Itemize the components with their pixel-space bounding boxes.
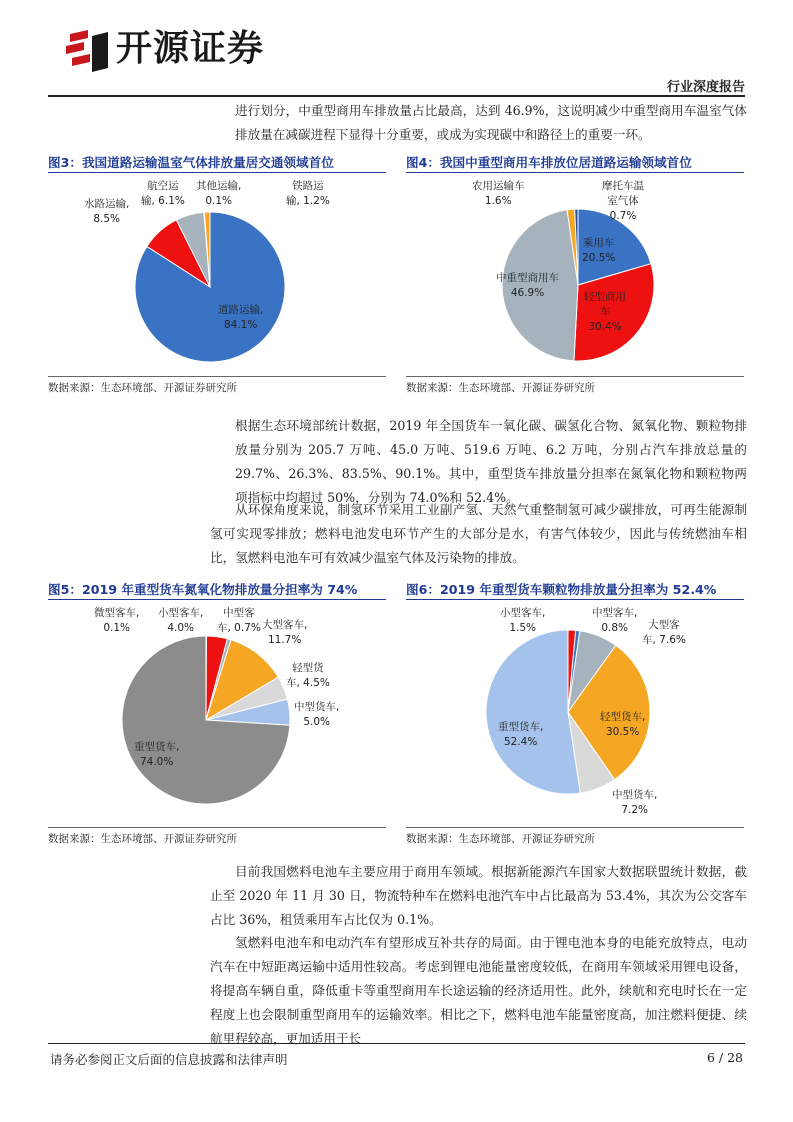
fig5-label-light: 轻型货 车, 4.5%	[286, 662, 330, 689]
fig3-bottom-rule	[48, 376, 386, 377]
brand-name: 开源证券	[116, 28, 265, 69]
fig6-label-heavy: 重型货车, 52.4%	[498, 721, 544, 748]
fig5-label-large: 大型客车, 11.7%	[262, 619, 308, 646]
fig6-label-light: 轻型货车, 30.5%	[600, 711, 646, 738]
fig4-label-agri: 农用运输车 1.6%	[472, 180, 525, 207]
fig5-title: 图5：2019 年重型货车氮氧化物排放量分担率为 74%	[48, 582, 358, 597]
fig6-pie	[406, 602, 744, 817]
fig4-chart	[406, 175, 744, 390]
paragraph-intro: 进行划分，中重型商用车排放量占比最高，达到 46.9%，这说明减少中重型商用车温室气体排放量在减碳进程下显得十分重要，或成为实现碳中和路径上的重要一环。	[235, 103, 747, 142]
footer-disclaimer: 请务必参阅正文后面的信息披露和法律声明	[50, 1052, 288, 1067]
fig6-title: 图6：2019 年重型货车颗粒物排放量分担率为 52.4%	[406, 582, 717, 597]
paragraph-fuel-cell-usage: 目前我国燃料电池车主要应用于商用车领域。根据新能源汽车国家大数据联盟统计数据，截止至 2020 年 11 月 30 日，物流特种车在燃料电池汽车中占比最高为 53.4%，其次为公交客车占比 36%，租赁乘用车占比仅为 0.1%。	[210, 864, 747, 927]
fig5-title-rule	[48, 599, 386, 600]
brand-logo	[64, 26, 314, 72]
page-number: 6 / 28	[706, 1050, 743, 1065]
fig3-chart	[48, 175, 386, 390]
fig5-chart	[48, 602, 386, 817]
fig6-slice-5	[486, 630, 580, 794]
fig3-label-rail: 铁路运 输, 1.2%	[286, 180, 330, 207]
fig4-label-heavy: 中重型商用车 46.9%	[496, 272, 559, 299]
fig3-label-water: 水路运输, 8.5%	[84, 198, 130, 225]
fig4-label-car: 乘用车 20.5%	[582, 237, 616, 264]
header-rule	[48, 95, 745, 97]
fig6-label-small: 小型客车, 1.5%	[500, 607, 546, 634]
fig5-label-mid: 中型客 车, 0.7%	[217, 607, 261, 634]
paragraph-environment: 从环保角度来说，制氢环节采用工业副产氢、天然气重整制氢可减少碳排放，可再生能源制氢可实现零排放；燃料电池发电环节产生的大部分是水，有害气体较少，因此与传统燃油车相比，氢燃料电池车可有效减少温室气体及污染物的排放。	[210, 502, 747, 565]
fig5-source: 数据来源：生态环境部、开源证券研究所	[48, 833, 237, 845]
fig5-bottom-rule	[48, 827, 386, 828]
fig5-label-heavy: 重型货车, 74.0%	[134, 741, 180, 768]
fig4-source: 数据来源：生态环境部、开源证券研究所	[406, 382, 595, 394]
fig6-label-large: 大型客 车, 7.6%	[642, 619, 686, 646]
fig3-label-air: 航空运 输, 6.1%	[141, 180, 185, 207]
report-type: 行业深度报告	[666, 80, 745, 95]
fig6-source: 数据来源：生态环境部、开源证券研究所	[406, 833, 595, 845]
fig3-title: 图3：我国道路运输温室气体排放量居交通领域首位	[48, 155, 334, 170]
fig4-label-moto: 摩托车温 室气体 0.7%	[602, 180, 644, 222]
fig6-bottom-rule	[406, 827, 744, 828]
fig6-label-midt: 中型货车, 7.2%	[612, 789, 658, 816]
brand-mark-icon	[64, 28, 110, 72]
fig4-title-rule	[406, 172, 744, 173]
footer-rule	[48, 1043, 745, 1044]
fig3-label-other: 其他运输, 0.1%	[196, 180, 242, 207]
fig5-label-small: 小型客车, 4.0%	[158, 607, 204, 634]
fig4-title: 图4：我国中重型商用车排放位居道路运输领域首位	[406, 155, 692, 170]
fig6-chart	[406, 602, 744, 817]
fig4-label-light: 轻型商用 车 30.4%	[584, 291, 626, 333]
fig3-title-rule	[48, 172, 386, 173]
fig3-label-road: 道路运输, 84.1%	[218, 304, 264, 331]
paragraph-complementary: 氢燃料电池车和电动汽车有望形成互补共存的局面。由于锂电池本身的电能充放特点，电动汽车在中短距离运输中适用性较高。考虑到锂电池能量密度较低，在商用车领域采用锂电设备，将提高车辆自重，降低重卡等重型商用车长途运输的经济适用性。此外，续航和充电时长在一定程度上也会限制重型商用车的运输效率。相比之下，燃料电池车能量密度高，加注燃料便捷、续航里程较高，更加适用于长	[210, 935, 747, 1046]
fig5-label-micro: 微型客车, 0.1%	[94, 607, 140, 634]
paragraph-emissions: 根据生态环境部统计数据，2019 年全国货车一氧化碳、碳氢化合物、氮氧化物、颗粒物排放量分别为 205.7 万吨、45.0 万吨、519.6 万吨、6.2 万吨，分别占汽车排放总量的 29.7%、26.3%、83.5%、90.1%。其中，重型货车排放量分担率在氮氧化物和颗粒物两项指标中均超过 50%，分别为 74.0%和 52.4%。	[235, 418, 747, 505]
fig6-title-rule	[406, 599, 744, 600]
fig6-label-mid: 中型客车, 0.8%	[592, 607, 638, 634]
fig4-pie	[406, 175, 744, 390]
fig4-bottom-rule	[406, 376, 744, 377]
fig5-label-midt: 中型货车, 5.0%	[294, 701, 340, 728]
fig3-source: 数据来源：生态环境部、开源证券研究所	[48, 382, 237, 394]
